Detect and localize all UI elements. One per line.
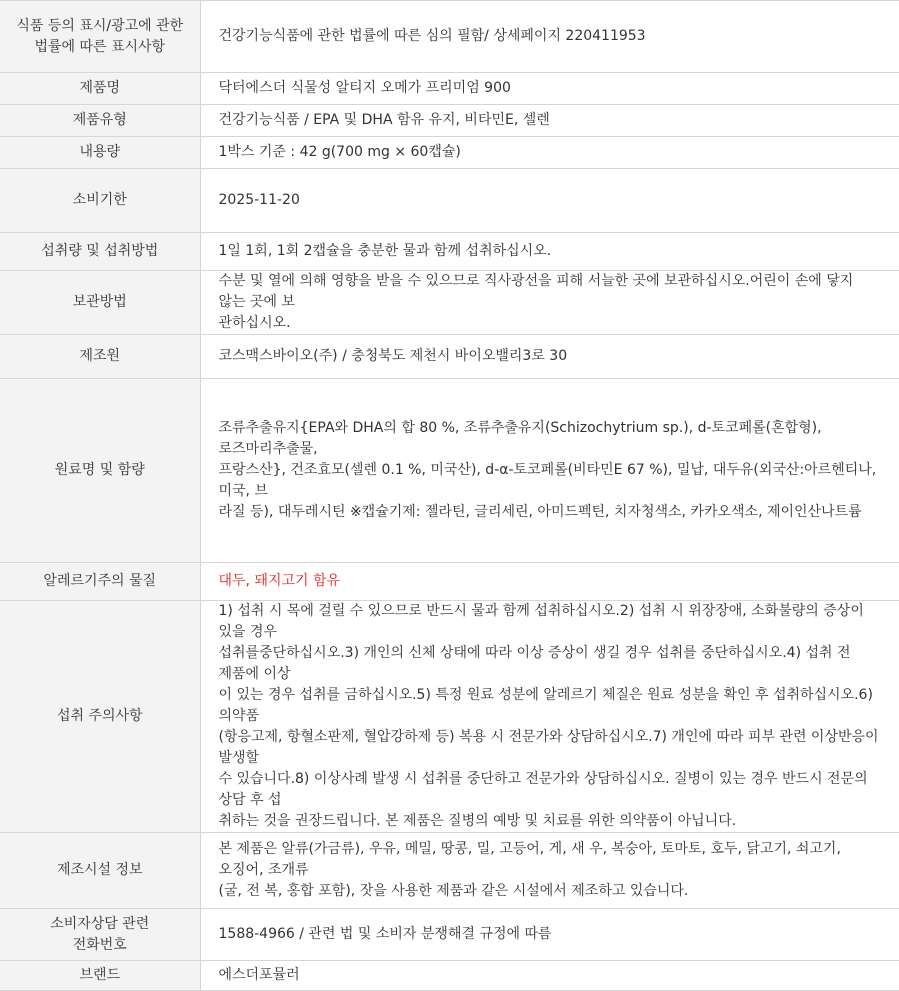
row-consumer-contact [0,909,899,961]
row-labeling-law [0,1,899,73]
label-product-type: 제품유형 [0,105,200,137]
row-dosage [0,233,899,271]
row-precautions [0,601,899,833]
value-product-type: 건강기능식품 / EPA 및 DHA 함유 유지, 비타민E, 셀렌 [200,105,899,137]
label-labeling-law: 식품 등의 표시/광고에 관한 법률에 따른 표시사항 [0,1,200,73]
row-product-name [0,73,899,105]
label-ingredients: 원료명 및 함량 [0,379,200,563]
value-allergens: 대두, 돼지고기 함유 [200,563,899,601]
value-ingredients: 조류추출유지{EPA와 DHA의 합 80 %, 조류추출유지(Schizochytrium sp.), d-토코페롤(혼합형), 로즈마리추출물, 프랑스산}, 건조효모(셀렌 0.1 %, 미국산), d-α-토코페롤(비타민E 67 %), 밀납, 대두유(외국산:아르헨티나, 미국, 브 라질 등), 대두레시틴 ※캡슐기제: 젤라틴, 글리세린, 아미드펙틴, 치자청색소, 카카오색소, 제이인산나트륨 [200,379,899,563]
row-content-amount [0,137,899,169]
label-consumer-contact: 소비자상담 관련 전화번호 [0,909,200,961]
label-expiry-date: 소비기한 [0,169,200,233]
label-precautions: 섭취 주의사항 [0,601,200,833]
value-facility-info: 본 제품은 알류(가금류), 우유, 메밀, 땅콩, 밀, 고등어, 게, 새 우, 복숭아, 토마토, 호두, 닭고기, 쇠고기, 오징어, 조개류 (굴, 전 복, 홍합 포함), 잣을 사용한 제품과 같은 시설에서 제조하고 있습니다. [200,833,899,909]
row-allergens [0,563,899,601]
value-labeling-law: 건강기능식품에 관한 법률에 따른 심의 필함/ 상세페이지 220411953 [200,1,899,73]
row-brand [0,961,899,991]
value-product-name: 닥터에스더 식물성 알티지 오메가 프리미엄 900 [200,73,899,105]
value-consumer-contact: 1588-4966 / 관련 법 및 소비자 분쟁해결 규정에 따름 [200,909,899,961]
row-manufacturer [0,335,899,379]
label-dosage: 섭취량 및 섭취방법 [0,233,200,271]
row-expiry-date [0,169,899,233]
label-facility-info: 제조시설 정보 [0,833,200,909]
label-product-name: 제품명 [0,73,200,105]
value-expiry-date: 2025-11-20 [200,169,899,233]
value-precautions: 1) 섭취 시 목에 걸릴 수 있으므로 반드시 물과 함께 섭취하십시오.2) 섭취 시 위장장애, 소화불량의 증상이 있을 경우 섭취를중단하십시오.3) 개인의 신체 상태에 따라 이상 증상이 생길 경우 섭취를 중단하십시오.4) 섭취 전 제품에 이상 이 있는 경우 섭취를 금하십시오.5) 특정 원료 성분에 알레르기 체질은 원료 성분을 확인 후 섭취하십시오.6) 의약품 (항응고제, 항혈소판제, 혈압강하제 등) 복용 시 전문가와 상담하십시오.7) 개인에 따라 피부 관련 이상반응이 발생할 수 있습니다.8) 이상사례 발생 시 섭취를 중단하고 전문가와 상담하십시오. 질병이 있는 경우 반드시 전문의 상담 후 섭 취하는 것을 권장드립니다. 본 제품은 질병의 예방 및 치료를 위한 의약품이 아닙니다. [200,601,899,833]
value-dosage: 1일 1회, 1회 2캡슐을 충분한 물과 함께 섭취하십시오. [200,233,899,271]
value-manufacturer: 코스맥스바이오(주) / 충청북도 제천시 바이오밸리3로 30 [200,335,899,379]
label-allergens: 알레르기주의 물질 [0,563,200,601]
label-manufacturer: 제조원 [0,335,200,379]
label-storage: 보관방법 [0,271,200,335]
value-content-amount: 1박스 기준 : 42 g(700 mg × 60캡슐) [200,137,899,169]
label-brand: 브랜드 [0,961,200,991]
row-ingredients [0,379,899,563]
value-brand: 에스더포뮬러 [200,961,899,991]
value-storage: 수분 및 열에 의해 영향을 받을 수 있으므로 직사광선을 피해 서늘한 곳에 보관하십시오.어린이 손에 닿지 않는 곳에 보 관하십시오. [200,271,899,335]
row-product-type [0,105,899,137]
row-facility-info [0,833,899,909]
row-storage [0,271,899,335]
label-content-amount: 내용량 [0,137,200,169]
